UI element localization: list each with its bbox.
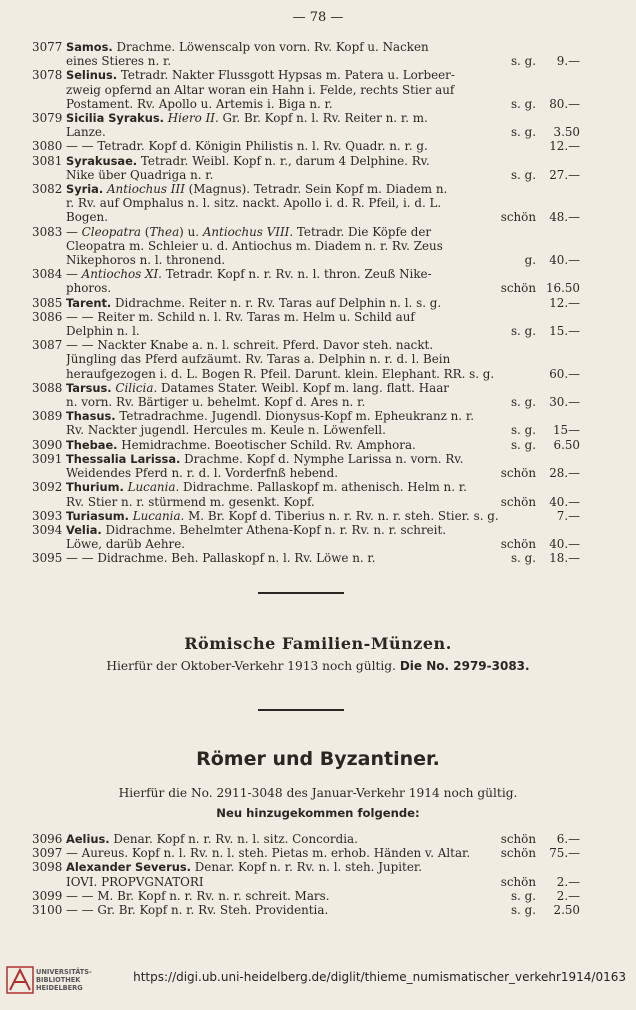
- section-subheading: Neu hinzugekommen folgende:: [216, 806, 420, 820]
- entry-grade: s. g.: [510, 551, 536, 566]
- entry-price: 15.—: [549, 324, 580, 339]
- note-range: Die No. 2979-3083.: [399, 659, 530, 673]
- entry-text: — — M. Br. Kopf n. r. Rv. n. r. schreit. Mars.: [66, 888, 330, 903]
- entry-text: Rv. Stier n. r. stürmend m. gesenkt. Kopf.: [66, 494, 315, 509]
- entry-text: Rv. Nackter jugendl. Hercules m. Keule n. Löwenfell.: [66, 423, 386, 438]
- entry-number: 3088: [32, 380, 63, 395]
- entry-line: [66, 83, 580, 97]
- entry-price: 30.—: [549, 395, 580, 410]
- entry-description: [66, 182, 580, 225]
- entry-line: [66, 296, 580, 310]
- entry-text: Datames Stater. Weibl. Kopf m. lang. flatt. Haar: [157, 380, 449, 395]
- entry-line: [66, 239, 580, 253]
- entry-description: [66, 338, 580, 381]
- entry-description: [66, 68, 580, 111]
- entry-price: 16.50: [545, 281, 580, 296]
- library-logo-icon: [6, 966, 34, 994]
- entry-text: M. Br. Kopf d. Tiberius n. r. Rv. n. r. steh. Stier. s. g.: [184, 508, 499, 523]
- entry-italic-text: Thea: [149, 224, 180, 239]
- entry-description: [66, 551, 580, 565]
- entry-grade: s. g.: [510, 96, 536, 111]
- entry-line: [66, 523, 580, 537]
- entry-line: [66, 903, 580, 917]
- entry-number: 3082: [32, 182, 63, 197]
- catalogue-entry: [32, 480, 580, 508]
- entry-grade: schön: [500, 494, 536, 509]
- entry-place-name: Thurium.: [66, 480, 124, 495]
- entry-text: —: [66, 224, 82, 239]
- entry-description: [66, 480, 580, 508]
- entry-line: [66, 381, 580, 395]
- entry-price: 27.—: [549, 167, 580, 182]
- entry-text: — — Didrachme. Beh. Pallaskopf n. l. Rv. Löwe n. r.: [66, 551, 376, 566]
- entry-description: [66, 860, 580, 888]
- entry-line: [66, 395, 580, 409]
- entry-text: Weidendes Pferd n. r. d. l. Vorderfnß hebend.: [66, 466, 338, 481]
- entry-price: 6.50: [553, 437, 580, 452]
- entry-text: — — Reiter m. Schild n. l. Rv. Taras m. Helm u. Schild auf: [66, 309, 415, 324]
- catalogue-entry: [32, 182, 580, 225]
- entry-italic-text: Lucania.: [127, 480, 180, 495]
- entry-line: [66, 40, 580, 54]
- entry-number: 3078: [32, 68, 63, 83]
- entry-line: [66, 210, 580, 224]
- entry-price: 9.—: [556, 54, 580, 69]
- entry-text: Hemidrachme. Boeotischer Schild. Rv. Amphora.: [117, 437, 416, 452]
- entry-place-name: Samos.: [66, 40, 113, 54]
- footer-bar: [0, 958, 636, 996]
- catalogue-entry: [32, 409, 580, 437]
- entry-line: [66, 54, 580, 68]
- entry-text: — — Nackter Knabe a. n. l. schreit. Pferd. Davor steh. nackt.: [66, 338, 434, 353]
- entry-number: 3081: [32, 153, 63, 168]
- entry-description: [66, 509, 580, 523]
- entry-line: [66, 97, 580, 111]
- entry-price: 40.—: [549, 537, 580, 552]
- entry-grade: s. g.: [510, 903, 536, 918]
- entry-number: 3093: [32, 508, 63, 523]
- entry-line: [66, 68, 580, 82]
- entry-number: 3096: [32, 832, 63, 846]
- entry-text: Tetradrachme. Jugendl. Dionysus-Kopf m. Epheukranz n. r.: [115, 409, 475, 424]
- entry-number: 3094: [32, 522, 63, 537]
- entry-grade: schön: [500, 210, 536, 225]
- entry-line: [66, 438, 580, 452]
- entry-number: 3097: [32, 846, 63, 861]
- entry-line: [66, 509, 580, 523]
- catalogue-entry: [32, 68, 580, 111]
- entry-text: — — Gr. Br. Kopf n. r. Rv. Steh. Providentia.: [66, 903, 329, 918]
- entry-text: Tetradr. Die Köpfe der: [293, 224, 432, 239]
- entry-number: 3085: [32, 295, 63, 310]
- entry-italic-text: Antiochus VIII.: [202, 224, 294, 239]
- entry-text: Drachme. Löwenscalp von vorn. Rv. Kopf u. Nacken: [112, 40, 429, 54]
- entry-number: 3087: [32, 338, 63, 353]
- section-heading-familien: Römische Familien-Münzen.: [184, 634, 452, 653]
- section-divider: [258, 592, 344, 594]
- entry-italic-text: Antiochus III: [106, 182, 185, 197]
- entry-text: Denar. Kopf n. r. Rv. n. l. steh. Jupiter.: [190, 860, 423, 875]
- catalogue-entry: [32, 889, 580, 903]
- entry-text: Tetradr. Kopf n. r. Rv. n. l. thron. Zeuß Nike-: [161, 267, 432, 282]
- entry-description: [66, 225, 580, 268]
- entry-number: 3092: [32, 480, 63, 495]
- entry-text: Nikephoros n. l. thronend.: [66, 253, 226, 268]
- entry-line: [66, 551, 580, 565]
- entry-line: [66, 310, 580, 324]
- catalogue-entry: [32, 267, 580, 295]
- entry-text: zweig opfernd an Altar woran ein Hahn i. Felde, rechts Stier auf: [66, 82, 455, 97]
- entry-line: [66, 154, 580, 168]
- entry-price: 2.—: [556, 874, 580, 889]
- entry-description: [66, 310, 580, 338]
- catalogue-entry: [32, 509, 580, 523]
- entry-italic-text: Antiochos XI.: [81, 267, 162, 282]
- catalogue-entry: [32, 903, 580, 917]
- entry-line: [66, 423, 580, 437]
- entry-description: [66, 296, 580, 310]
- entry-text: Postament. Rv. Apollo u. Artemis i. Biga n. r.: [66, 96, 333, 111]
- entry-italic-text: Cleopatra: [81, 224, 142, 239]
- catalogue-entry: [32, 846, 580, 860]
- catalogue-entry: [32, 860, 580, 888]
- entry-text: (: [141, 224, 150, 239]
- entry-line: [66, 409, 580, 423]
- entry-text: — Aureus. Kopf n. l. Rv. n. l. steh. Pietas m. erhob. Händen v. Altar.: [66, 846, 471, 861]
- entry-italic-text: Cilicia.: [115, 380, 158, 395]
- entry-text: Cleopatra m. Schleier u. d. Antiochus m. Diadem n. r. Rv. Zeus: [66, 238, 443, 253]
- entry-text: phoros.: [66, 281, 112, 296]
- entry-grade: s. g.: [510, 437, 536, 452]
- entry-line: [66, 352, 580, 366]
- entry-number: 3100: [32, 903, 63, 918]
- entry-text: Tetradr. Nakter Flussgott Hypsas m. Patera u. Lorbeer-: [117, 68, 455, 83]
- source-url-link[interactable]: https://digi.ub.uni-heidelberg.de/diglit/thieme_numismatischer_verkehr1914/0163: [133, 970, 626, 984]
- catalogue-entry: [32, 310, 580, 338]
- entry-line: [66, 111, 580, 125]
- section-note-familien: [0, 659, 636, 673]
- entry-text: Lanze.: [66, 125, 106, 140]
- entry-description: [66, 846, 580, 860]
- page-number: — 78 —: [292, 10, 344, 25]
- catalogue-entry: [32, 111, 580, 139]
- entry-number: 3083: [32, 224, 63, 239]
- catalogue-entry: [32, 296, 580, 310]
- entry-number: 3098: [32, 860, 63, 875]
- entry-description: [66, 409, 580, 437]
- entry-line: [66, 324, 580, 338]
- catalogue-list-roman: [32, 832, 580, 917]
- entry-text: Drachme. Kopf d. Nymphe Larissa n. vorn. Rv.: [180, 451, 464, 466]
- entry-place-name: Sicilia Syrakus.: [66, 111, 164, 126]
- entry-text: Löwe, darüb Aehre.: [66, 537, 186, 552]
- catalogue-entry: [32, 154, 580, 182]
- entry-place-name: Thebae.: [66, 437, 118, 452]
- entry-description: [66, 438, 580, 452]
- entry-description: [66, 452, 580, 480]
- entry-line: [66, 338, 580, 352]
- entry-place-name: Syria.: [66, 182, 104, 197]
- entry-text: Delphin n. l.: [66, 324, 140, 339]
- entry-place-name: Alexander Severus.: [66, 860, 191, 875]
- entry-text: Didrachme. Behelmter Athena-Kopf n. r. Rv. n. r. schreit.: [101, 522, 447, 537]
- entry-text: Jüngling das Pferd aufzäumt. Rv. Taras a. Delphin n. r. d. l. Bein: [66, 352, 451, 367]
- entry-price: 40.—: [549, 253, 580, 268]
- entry-description: [66, 154, 580, 182]
- catalogue-entry: [32, 338, 580, 381]
- entry-place-name: Thasus.: [66, 409, 116, 424]
- entry-line: [66, 253, 580, 267]
- entry-line: [66, 832, 580, 846]
- entry-line: [66, 466, 580, 480]
- entry-text: Didrachme. Pallaskopf m. athenisch. Helm n. r.: [179, 480, 467, 495]
- entry-description: [66, 832, 580, 846]
- entry-description: [66, 111, 580, 139]
- entry-price: 48.—: [549, 210, 580, 225]
- catalogue-entry: [32, 523, 580, 551]
- entry-price: 7.—: [556, 508, 580, 523]
- entry-price: 18.—: [549, 551, 580, 566]
- catalogue-entry: [32, 139, 580, 153]
- entry-text: (Magnus). Tetradr. Sein Kopf m. Diadem n.: [184, 182, 448, 197]
- entry-grade: s. g.: [510, 324, 536, 339]
- entry-number: 3090: [32, 437, 63, 452]
- catalogue-entry: [32, 551, 580, 565]
- entry-text: IOVI. PROPVGNATORI: [66, 874, 204, 889]
- entry-text: Nike über Quadriga n. r.: [66, 167, 214, 182]
- entry-description: [66, 139, 580, 153]
- entry-line: [66, 225, 580, 239]
- entry-price: 75.—: [549, 846, 580, 861]
- entry-number: 3084: [32, 267, 63, 282]
- entry-line: [66, 480, 580, 494]
- entry-grade: schön: [500, 281, 536, 296]
- entry-text: ) u.: [179, 224, 203, 239]
- entry-price: 2.—: [556, 888, 580, 903]
- entry-number: 3077: [32, 40, 63, 54]
- entry-line: [66, 196, 580, 210]
- entry-grade: s. g.: [510, 395, 536, 410]
- entry-price: 6.—: [556, 832, 580, 846]
- entry-description: [66, 889, 580, 903]
- entry-price: 60.—: [549, 366, 580, 381]
- entry-number: 3089: [32, 409, 63, 424]
- entry-price: 12.—: [549, 139, 580, 154]
- entry-price: 28.—: [549, 466, 580, 481]
- entry-line: [66, 139, 580, 153]
- entry-line: [66, 846, 580, 860]
- entry-grade: s. g.: [510, 888, 536, 903]
- catalogue-entry: [32, 225, 580, 268]
- entry-place-name: Syrakusae.: [66, 153, 138, 168]
- entry-description: [66, 267, 580, 295]
- entry-price: 2.50: [553, 903, 580, 918]
- entry-place-name: Tarent.: [66, 295, 112, 310]
- entry-line: [66, 367, 580, 381]
- catalogue-entry: [32, 381, 580, 409]
- entry-description: [66, 40, 580, 68]
- entry-text: Bogen.: [66, 210, 108, 225]
- entry-text: —: [66, 267, 82, 282]
- entry-grade: schön: [500, 466, 536, 481]
- entry-description: [66, 523, 580, 551]
- entry-place-name: Turiasum.: [66, 508, 129, 523]
- library-name: UNIVERSITÄTS- BIBLIOTHEK HEIDELBERG: [36, 968, 92, 992]
- entry-number: 3086: [32, 309, 63, 324]
- section-heading-roemer: Römer und Byzantiner.: [196, 748, 440, 770]
- entry-place-name: Thessalia Larissa.: [66, 451, 181, 466]
- entry-text: Gr. Br. Kopf n. l. Rv. Reiter n. r. m.: [218, 111, 428, 126]
- entry-italic-text: Hiero II.: [167, 111, 219, 126]
- entry-price: 15—: [552, 423, 580, 438]
- entry-grade: g.: [524, 253, 536, 268]
- entry-number: 3091: [32, 451, 63, 466]
- entry-price: 80.—: [549, 96, 580, 111]
- section-divider: [258, 709, 344, 711]
- entry-line: [66, 452, 580, 466]
- catalogue-entry: [32, 438, 580, 452]
- entry-line: [66, 182, 580, 196]
- entry-grade: s. g.: [510, 423, 536, 438]
- entry-grade: s. g.: [510, 167, 536, 182]
- entry-line: [66, 537, 580, 551]
- entry-grade: schön: [500, 846, 536, 861]
- entry-place-name: Tarsus.: [66, 380, 112, 395]
- entry-line: [66, 168, 580, 182]
- entry-grade: schön: [500, 537, 536, 552]
- entry-text: eines Stieres n. r.: [66, 54, 172, 69]
- entry-text: r. Rv. auf Omphalus n. l. sitz. nackt. Apollo i. d. R. Pfeil, i. d. L.: [66, 196, 442, 211]
- entry-price: 3.50: [553, 125, 580, 140]
- catalogue-list-greek: [32, 40, 580, 566]
- entry-place-name: Velia.: [66, 522, 102, 537]
- entry-line: [66, 495, 580, 509]
- entry-grade: s. g.: [510, 54, 536, 69]
- entry-price: 40.—: [549, 494, 580, 509]
- entry-grade: s. g.: [510, 125, 536, 140]
- entry-text: Denar. Kopf n. r. Rv. n. l. sitz. Concordia.: [109, 832, 358, 846]
- entry-text: — — Tetradr. Kopf d. Königin Philistis n. l. Rv. Quadr. n. r. g.: [66, 139, 428, 154]
- entry-number: 3095: [32, 551, 63, 566]
- entry-number: 3079: [32, 111, 63, 126]
- entry-line: [66, 281, 580, 295]
- note-text: Hierfür der Oktober-Verkehr 1913 noch gültig.: [106, 659, 396, 673]
- section-note-roemer: Hierfür die No. 2911-3048 des Januar-Verkehr 1914 noch gültig.: [118, 786, 518, 800]
- entry-text: heraufgezogen i. d. L. Bogen R. Pfeil. Darunt. klein. Elephant. RR. s. g.: [66, 366, 495, 381]
- entry-number: 3080: [32, 139, 63, 154]
- entry-line: [66, 125, 580, 139]
- entry-italic-text: Lucania.: [132, 508, 185, 523]
- entry-line: [66, 860, 580, 874]
- catalogue-entry: [32, 832, 580, 846]
- entry-line: [66, 875, 580, 889]
- entry-line: [66, 267, 580, 281]
- entry-text: Tetradr. Weibl. Kopf n. r., darum 4 Delphine. Rv.: [137, 153, 430, 168]
- entry-line: [66, 889, 580, 903]
- entry-number: 3099: [32, 888, 63, 903]
- entry-grade: schön: [500, 832, 536, 846]
- catalogue-entry: [32, 452, 580, 480]
- entry-place-name: Selinus.: [66, 68, 118, 83]
- entry-price: 12.—: [549, 295, 580, 310]
- entry-grade: schön: [500, 874, 536, 889]
- catalogue-entry: [32, 40, 580, 68]
- entry-place-name: Aelius.: [66, 832, 110, 846]
- entry-text: n. vorn. Rv. Bärtiger u. behelmt. Kopf d. Ares n. r.: [66, 395, 366, 410]
- entry-description: [66, 903, 580, 917]
- entry-text: Didrachme. Reiter n. r. Rv. Taras auf Delphin n. l. s. g.: [111, 295, 442, 310]
- entry-description: [66, 381, 580, 409]
